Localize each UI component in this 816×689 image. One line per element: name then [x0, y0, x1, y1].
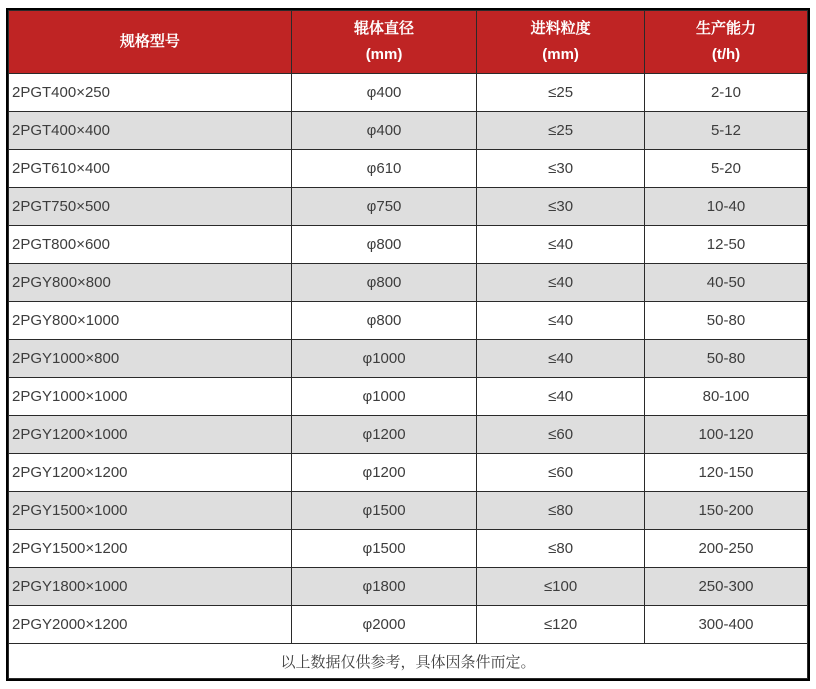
table-row — [9, 606, 808, 644]
cell-capacity: 2-10 — [644, 74, 807, 112]
header-capacity-title: 生产能力 — [695, 20, 756, 37]
cell-capacity: 50-80 — [644, 340, 807, 378]
table-row — [9, 340, 808, 378]
spec-table-footer — [9, 644, 808, 679]
header-cell-model — [9, 11, 292, 74]
header-roller-diameter-unit: (mm) — [365, 46, 403, 63]
cell-capacity: 250-300 — [644, 568, 807, 606]
cell-roller-diameter: φ2000 — [291, 606, 476, 644]
table-row — [9, 112, 808, 150]
cell-feed-size: ≤40 — [477, 226, 645, 264]
cell-feed-size: ≤120 — [477, 606, 645, 644]
cell-capacity: 80-100 — [644, 378, 807, 416]
table-row — [9, 74, 808, 112]
table-row — [9, 188, 808, 226]
cell-roller-diameter: φ400 — [291, 74, 476, 112]
footer-note: 以上数据仅供参考，具体因条件而定。 — [9, 644, 808, 679]
cell-model: 2PGT400×250 — [9, 74, 292, 112]
cell-roller-diameter: φ1000 — [291, 340, 476, 378]
cell-capacity: 120-150 — [644, 454, 807, 492]
cell-feed-size: ≤40 — [477, 264, 645, 302]
cell-model: 2PGY2000×1200 — [9, 606, 292, 644]
header-cell-capacity — [644, 11, 807, 74]
cell-capacity: 10-40 — [644, 188, 807, 226]
cell-feed-size: ≤100 — [477, 568, 645, 606]
cell-capacity: 150-200 — [644, 492, 807, 530]
cell-feed-size: ≤60 — [477, 416, 645, 454]
footer-row — [9, 644, 808, 679]
header-cell-feed-size — [477, 11, 645, 74]
cell-roller-diameter: φ1000 — [291, 378, 476, 416]
cell-feed-size: ≤30 — [477, 188, 645, 226]
header-capacity-unit: (t/h) — [711, 46, 741, 63]
cell-capacity: 50-80 — [644, 302, 807, 340]
cell-feed-size: ≤40 — [477, 378, 645, 416]
cell-feed-size: ≤60 — [477, 454, 645, 492]
header-roller-diameter-title: 辊体直径 — [354, 20, 415, 37]
cell-feed-size: ≤25 — [477, 112, 645, 150]
cell-model: 2PGY800×800 — [9, 264, 292, 302]
table-row — [9, 416, 808, 454]
table-row — [9, 492, 808, 530]
table-row — [9, 150, 808, 188]
spec-table-frame — [6, 8, 810, 681]
cell-capacity: 40-50 — [644, 264, 807, 302]
cell-capacity: 200-250 — [644, 530, 807, 568]
cell-roller-diameter: φ800 — [291, 226, 476, 264]
cell-model: 2PGT800×600 — [9, 226, 292, 264]
table-row — [9, 302, 808, 340]
cell-model: 2PGY800×1000 — [9, 302, 292, 340]
table-row — [9, 264, 808, 302]
cell-model: 2PGY1000×800 — [9, 340, 292, 378]
spec-table — [8, 10, 808, 679]
table-row — [9, 226, 808, 264]
cell-roller-diameter: φ1200 — [291, 416, 476, 454]
spec-table-header — [9, 11, 808, 74]
cell-feed-size: ≤40 — [477, 340, 645, 378]
cell-capacity: 5-12 — [644, 112, 807, 150]
cell-roller-diameter: φ1800 — [291, 568, 476, 606]
cell-roller-diameter: φ750 — [291, 188, 476, 226]
cell-model: 2PGY1800×1000 — [9, 568, 292, 606]
cell-model: 2PGY1500×1200 — [9, 530, 292, 568]
cell-capacity: 12-50 — [644, 226, 807, 264]
header-model-title: 规格型号 — [119, 33, 180, 50]
cell-model: 2PGT750×500 — [9, 188, 292, 226]
cell-model: 2PGY1200×1200 — [9, 454, 292, 492]
cell-model: 2PGY1200×1000 — [9, 416, 292, 454]
cell-roller-diameter: φ800 — [291, 302, 476, 340]
cell-feed-size: ≤25 — [477, 74, 645, 112]
cell-feed-size: ≤80 — [477, 530, 645, 568]
cell-roller-diameter: φ1500 — [291, 492, 476, 530]
cell-capacity: 300-400 — [644, 606, 807, 644]
cell-feed-size: ≤40 — [477, 302, 645, 340]
cell-capacity: 100-120 — [644, 416, 807, 454]
table-row — [9, 378, 808, 416]
header-row — [9, 11, 808, 74]
table-row — [9, 568, 808, 606]
cell-model: 2PGY1000×1000 — [9, 378, 292, 416]
header-cell-roller-diameter — [291, 11, 476, 74]
cell-roller-diameter: φ800 — [291, 264, 476, 302]
cell-roller-diameter: φ1500 — [291, 530, 476, 568]
table-row — [9, 530, 808, 568]
table-row — [9, 454, 808, 492]
spec-table-body — [9, 74, 808, 644]
cell-model: 2PGT400×400 — [9, 112, 292, 150]
cell-model: 2PGY1500×1000 — [9, 492, 292, 530]
cell-capacity: 5-20 — [644, 150, 807, 188]
cell-feed-size: ≤80 — [477, 492, 645, 530]
cell-model: 2PGT610×400 — [9, 150, 292, 188]
cell-feed-size: ≤30 — [477, 150, 645, 188]
header-feed-size-title: 进料粒度 — [530, 20, 591, 37]
header-feed-size-unit: (mm) — [542, 46, 579, 63]
cell-roller-diameter: φ1200 — [291, 454, 476, 492]
cell-roller-diameter: φ400 — [291, 112, 476, 150]
cell-roller-diameter: φ610 — [291, 150, 476, 188]
